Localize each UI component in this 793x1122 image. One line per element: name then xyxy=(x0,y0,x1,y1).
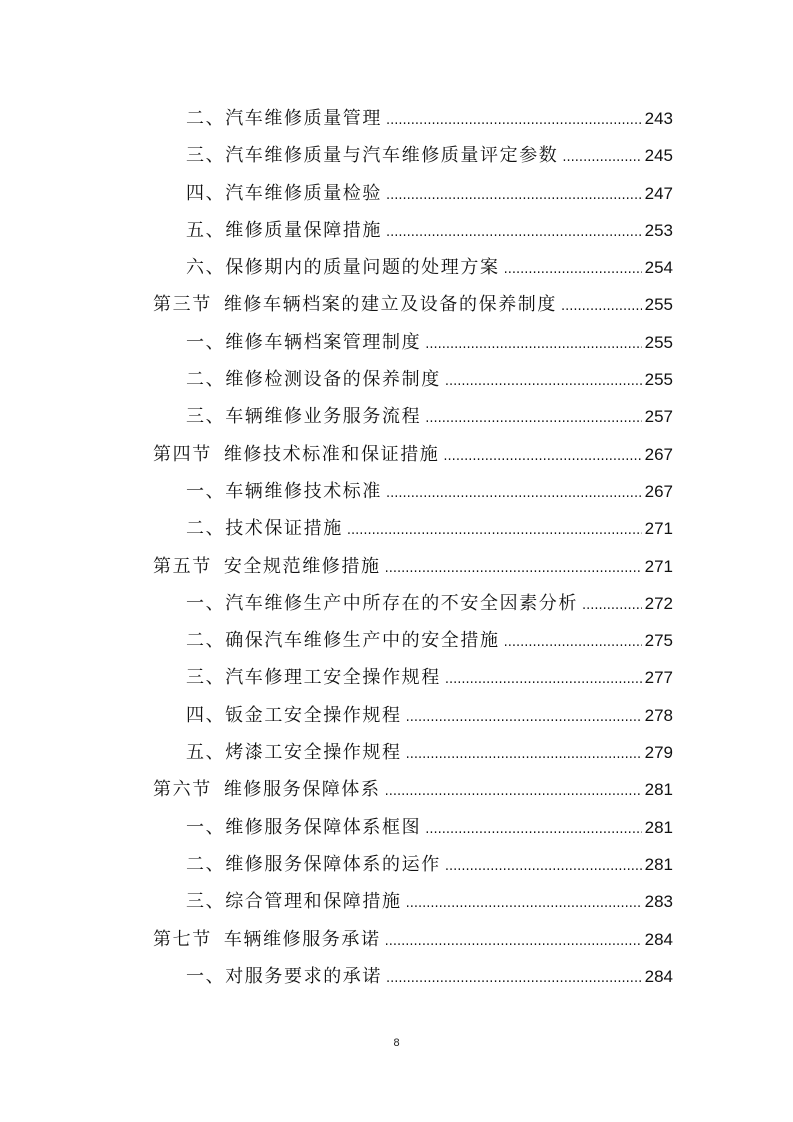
toc-page-number: 257 xyxy=(644,407,673,427)
toc-entry-label xyxy=(153,286,557,323)
toc-page-number: 281 xyxy=(644,854,673,874)
toc-entry-title: 维修服务保障体系 xyxy=(223,779,381,801)
toc-page-number: 281 xyxy=(644,817,673,837)
toc-entry-label xyxy=(186,398,421,435)
toc-page-number: 267 xyxy=(644,444,673,464)
table-of-contents xyxy=(153,100,673,995)
toc-subsection-entry[interactable] xyxy=(153,324,673,361)
toc-dot-leader xyxy=(386,960,642,997)
toc-entry-title: 二、确保汽车维修生产中的安全措施 xyxy=(186,630,500,652)
toc-section-number: 第三节 xyxy=(153,294,212,316)
toc-page-number: 255 xyxy=(644,295,673,315)
toc-entry-label xyxy=(186,883,402,920)
toc-subsection-entry[interactable] xyxy=(153,137,673,174)
toc-entry-title: 二、维修服务保障体系的运作 xyxy=(186,853,441,875)
toc-subsection-entry[interactable] xyxy=(153,212,673,249)
toc-entry-title: 一、汽车维修生产中所存在的不安全因素分析 xyxy=(186,592,578,614)
toc-subsection-entry[interactable] xyxy=(153,622,673,659)
toc-dot-leader xyxy=(561,288,642,325)
toc-entry-label xyxy=(186,697,402,734)
toc-entry-label xyxy=(186,585,578,622)
toc-subsection-entry[interactable] xyxy=(153,809,673,846)
toc-page-number: 271 xyxy=(644,556,673,576)
toc-dot-leader xyxy=(385,550,642,587)
toc-entry-title: 车辆维修服务承诺 xyxy=(223,928,381,950)
toc-page-number: 255 xyxy=(644,332,673,352)
toc-section-entry[interactable] xyxy=(153,921,673,958)
toc-entry-label xyxy=(186,137,558,174)
toc-dot-leader xyxy=(445,363,642,400)
toc-entry-label xyxy=(186,734,402,771)
toc-dot-leader xyxy=(386,214,642,251)
toc-page-number: 243 xyxy=(644,109,673,128)
toc-section-entry[interactable] xyxy=(153,771,673,808)
toc-subsection-entry[interactable] xyxy=(153,883,673,920)
toc-entry-label xyxy=(186,324,421,361)
toc-entry-label xyxy=(153,771,381,808)
toc-entry-title: 一、维修服务保障体系框图 xyxy=(186,816,422,838)
toc-section-number: 第四节 xyxy=(153,443,212,465)
toc-dot-leader xyxy=(425,811,641,848)
toc-page-number: 277 xyxy=(644,668,673,688)
toc-entry-title: 一、对服务要求的承诺 xyxy=(186,965,382,987)
toc-dot-leader xyxy=(425,400,641,437)
toc-subsection-entry[interactable] xyxy=(153,958,673,995)
toc-page-number: 284 xyxy=(644,929,673,949)
toc-entry-title: 一、车辆维修技术标准 xyxy=(186,480,382,502)
toc-entry-label xyxy=(153,921,381,958)
toc-entry-label xyxy=(186,249,500,286)
toc-dot-leader xyxy=(443,438,641,475)
toc-entry-label xyxy=(186,175,382,212)
toc-subsection-entry[interactable] xyxy=(153,697,673,734)
toc-page-number: 279 xyxy=(644,743,673,763)
toc-subsection-entry[interactable] xyxy=(153,734,673,771)
toc-entry-label xyxy=(186,212,382,249)
toc-dot-leader xyxy=(582,587,642,624)
toc-dot-leader xyxy=(406,699,642,736)
toc-entry-label xyxy=(186,809,421,846)
toc-dot-leader xyxy=(425,326,641,363)
toc-subsection-entry[interactable] xyxy=(153,659,673,696)
toc-dot-leader xyxy=(406,885,642,922)
toc-subsection-entry[interactable] xyxy=(153,100,673,137)
toc-entry-title: 二、维修检测设备的保养制度 xyxy=(186,369,441,391)
toc-dot-leader xyxy=(386,102,642,139)
toc-entry-title: 三、综合管理和保障措施 xyxy=(186,891,402,913)
page-number: 8 xyxy=(393,1037,400,1049)
toc-entry-title: 六、保修期内的质量问题的处理方案 xyxy=(186,257,500,279)
toc-entry-label xyxy=(186,659,441,696)
toc-page-number: 272 xyxy=(644,593,673,613)
toc-entry-label xyxy=(153,548,381,585)
toc-entry-label xyxy=(153,436,439,473)
toc-subsection-entry[interactable] xyxy=(153,175,673,212)
toc-entry-title: 二、汽车维修质量管理 xyxy=(186,108,382,129)
toc-entry-title: 一、维修车辆档案管理制度 xyxy=(186,331,422,353)
toc-entry-label xyxy=(186,473,382,510)
toc-entry-title: 三、车辆维修业务服务流程 xyxy=(186,406,422,428)
toc-dot-leader xyxy=(445,848,642,885)
toc-section-entry[interactable] xyxy=(153,436,673,473)
toc-entry-label xyxy=(186,622,500,659)
toc-dot-leader xyxy=(386,475,642,512)
toc-page-number: 283 xyxy=(644,892,673,912)
toc-section-entry[interactable] xyxy=(153,548,673,585)
toc-section-number: 第七节 xyxy=(153,928,212,950)
toc-page-number: 245 xyxy=(644,146,673,166)
toc-page-number: 255 xyxy=(644,370,673,390)
toc-entry-label xyxy=(186,846,441,883)
toc-dot-leader xyxy=(504,251,642,288)
toc-dot-leader xyxy=(385,923,642,960)
toc-entry-title: 维修技术标准和保证措施 xyxy=(223,443,440,465)
toc-page-number: 253 xyxy=(644,220,673,240)
toc-subsection-entry[interactable] xyxy=(153,249,673,286)
toc-subsection-entry[interactable] xyxy=(153,473,673,510)
toc-section-number: 第六节 xyxy=(153,779,212,801)
toc-section-entry[interactable] xyxy=(153,286,673,323)
toc-entry-title: 四、钣金工安全操作规程 xyxy=(186,704,402,726)
toc-page-number: 284 xyxy=(644,966,673,986)
toc-subsection-entry[interactable] xyxy=(153,398,673,435)
toc-section-number: 第五节 xyxy=(153,555,212,577)
toc-entry-title: 五、烤漆工安全操作规程 xyxy=(186,742,402,764)
toc-dot-leader xyxy=(386,177,642,214)
toc-page-number: 267 xyxy=(644,481,673,501)
toc-page-number: 281 xyxy=(644,780,673,800)
toc-dot-leader xyxy=(562,139,641,176)
toc-dot-leader xyxy=(347,512,642,549)
toc-page-number: 275 xyxy=(644,631,673,651)
toc-page-number: 271 xyxy=(644,519,673,539)
toc-dot-leader xyxy=(406,736,642,773)
toc-entry-title: 五、维修质量保障措施 xyxy=(186,219,382,241)
toc-page-number: 254 xyxy=(644,258,673,278)
toc-entry-title: 四、汽车维修质量检验 xyxy=(186,182,382,204)
toc-entry-title: 三、汽车修理工安全操作规程 xyxy=(186,667,441,689)
toc-entry-title: 三、汽车维修质量与汽车维修质量评定参数 xyxy=(186,145,559,167)
toc-dot-leader xyxy=(504,624,642,661)
toc-entry-title: 二、技术保证措施 xyxy=(186,518,343,540)
toc-subsection-entry[interactable] xyxy=(153,361,673,398)
toc-entry-title: 维修车辆档案的建立及设备的保养制度 xyxy=(223,294,558,316)
toc-page-number: 278 xyxy=(644,705,673,725)
toc-dot-leader xyxy=(445,661,642,698)
toc-subsection-entry[interactable] xyxy=(153,846,673,883)
toc-entry-label xyxy=(186,361,441,398)
toc-entry-label xyxy=(186,958,382,995)
toc-entry-title: 安全规范维修措施 xyxy=(223,555,381,577)
toc-subsection-entry[interactable] xyxy=(153,510,673,547)
toc-dot-leader xyxy=(385,773,642,810)
toc-subsection-entry[interactable] xyxy=(153,585,673,622)
toc-entry-label xyxy=(186,100,382,137)
toc-page-number: 247 xyxy=(644,183,673,203)
toc-entry-label xyxy=(186,510,343,547)
